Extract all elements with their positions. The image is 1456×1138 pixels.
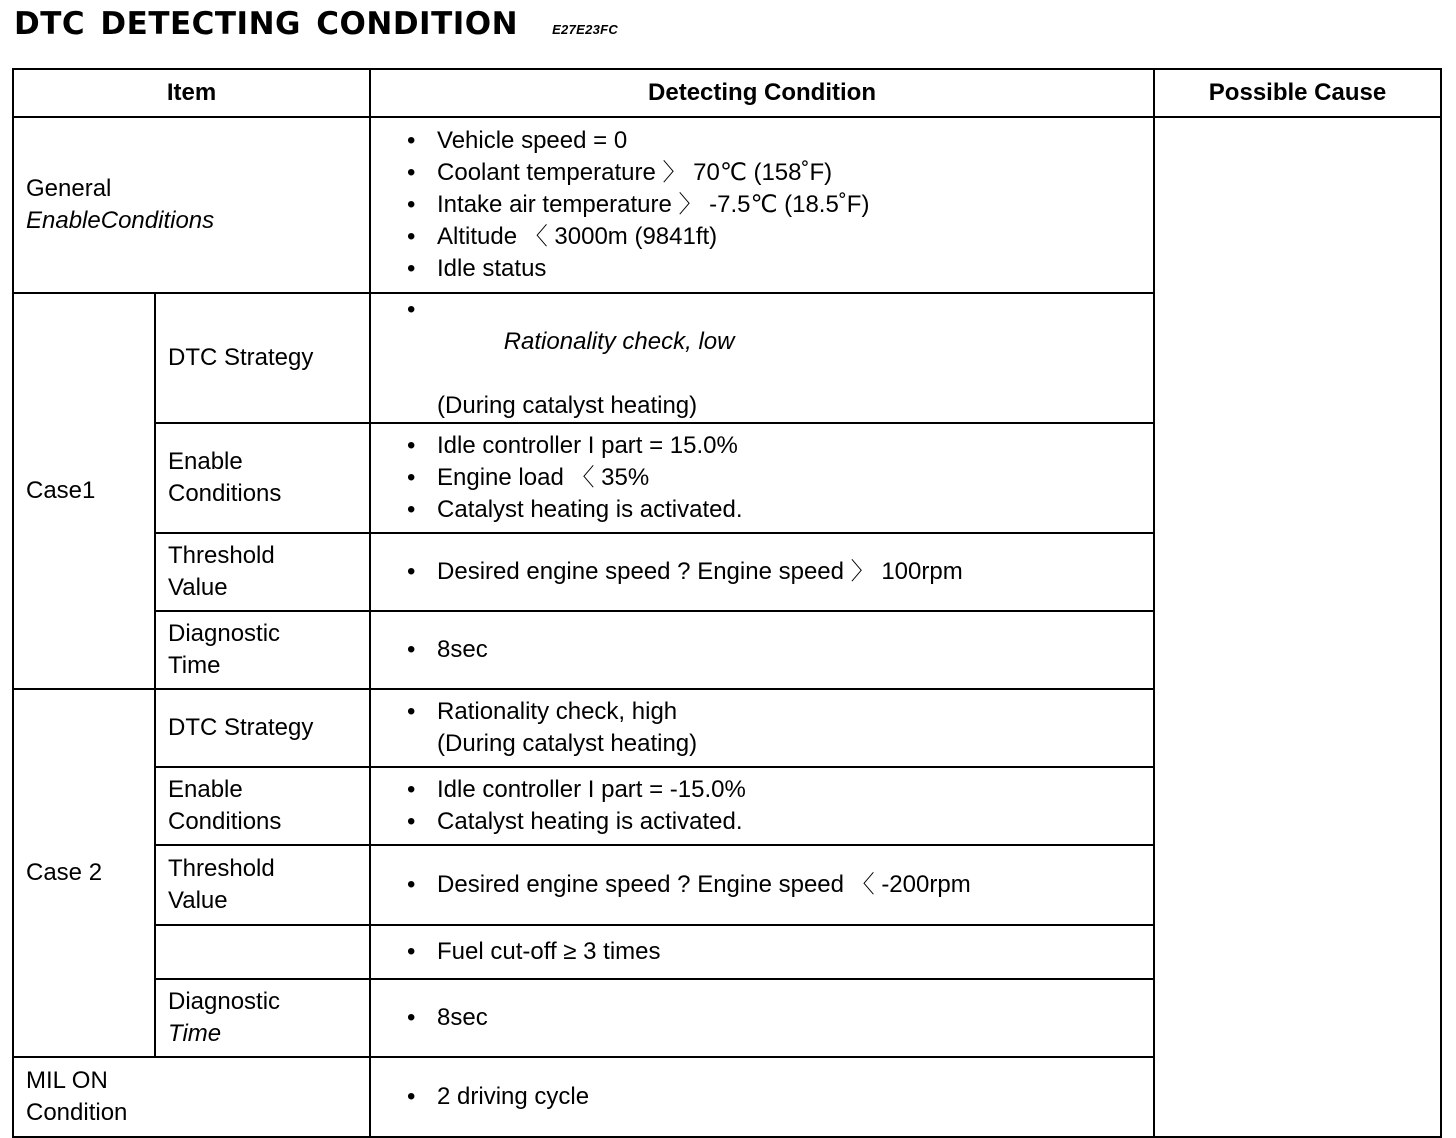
header-item: Item: [13, 69, 370, 117]
list-item: • Rationality check, high: [407, 696, 1153, 728]
case1-strategy-value: [370, 293, 1154, 423]
list-item: • Catalyst heating is activated.: [407, 494, 1153, 526]
list-item: • Catalyst heating is activated.: [407, 806, 1153, 838]
list-item: • Desired engine speed ? Engine speed 〈 -200rpm: [407, 869, 1153, 901]
mil-value: [370, 1057, 1154, 1137]
case2-threshold-value: [370, 845, 1154, 925]
case1-strategy-note: (During catalyst heating): [437, 392, 698, 419]
case2-enable-conditions: [370, 767, 1154, 845]
case2-enable-label: Enable Conditions: [155, 767, 370, 845]
general-label: General EnableConditions: [13, 117, 370, 293]
document-code: E27E23FC: [552, 22, 619, 37]
case2-strategy-value: [370, 689, 1154, 767]
list-item: • 8sec: [407, 634, 1153, 666]
list-item: • Fuel cut-off ≥ 3 times: [407, 936, 1153, 968]
list-item: • Coolant temperature 〉 70℃ (158˚F): [407, 157, 1153, 189]
list-item: • Altitude 〈 3000m (9841ft): [407, 221, 1153, 253]
case2-strategy-note: (During catalyst heating): [437, 730, 698, 757]
page-title: DTC DETECTING CONDITION: [14, 6, 519, 42]
list-item: • 8sec: [407, 1002, 1153, 1034]
case2-label: Case 2: [13, 689, 155, 1057]
dtc-condition-table: [12, 68, 1442, 1138]
case2-threshold-label: Threshold Value: [155, 845, 370, 925]
list-item: • Intake air temperature 〉 -7.5℃ (18.5˚F): [407, 189, 1153, 221]
list-item: • Rationality check, low: [407, 294, 1153, 390]
case1-diagnostic-label: Diagnostic Time: [155, 611, 370, 689]
list-item: • Engine load 〈 35%: [407, 462, 1153, 494]
page-heading: [14, 6, 618, 42]
case1-strategy-label: DTC Strategy: [155, 293, 370, 423]
case2-strategy-label: DTC Strategy: [155, 689, 370, 767]
list-item: • Idle controller I part = -15.0%: [407, 774, 1153, 806]
mil-label: MIL ON Condition: [13, 1057, 370, 1137]
list-item: • Idle controller I part = 15.0%: [407, 430, 1153, 462]
list-item: • 2 driving cycle: [407, 1081, 1153, 1113]
case2-diagnostic-label: Diagnostic Time: [155, 979, 370, 1057]
general-conditions: [370, 117, 1154, 293]
case2-diagnostic-value: [370, 979, 1154, 1057]
case2-fuel-label: [155, 925, 370, 979]
list-item: • Desired engine speed ? Engine speed 〉 100rpm: [407, 556, 1153, 588]
case1-enable-conditions: [370, 423, 1154, 533]
case1-enable-label: Enable Conditions: [155, 423, 370, 533]
general-row: [13, 117, 1441, 293]
case1-diagnostic-value: [370, 611, 1154, 689]
table-header-row: [13, 69, 1441, 117]
case2-fuel-value: [370, 925, 1154, 979]
list-item: • Vehicle speed = 0: [407, 125, 1153, 157]
case1-threshold-label: Threshold Value: [155, 533, 370, 611]
case1-threshold-value: [370, 533, 1154, 611]
list-item: • Idle status: [407, 253, 1153, 285]
case1-label: Case1: [13, 293, 155, 689]
possible-cause-cell: [1154, 117, 1441, 1137]
header-possible-cause: Possible Cause: [1154, 69, 1441, 117]
header-detecting-condition: Detecting Condition: [370, 69, 1154, 117]
